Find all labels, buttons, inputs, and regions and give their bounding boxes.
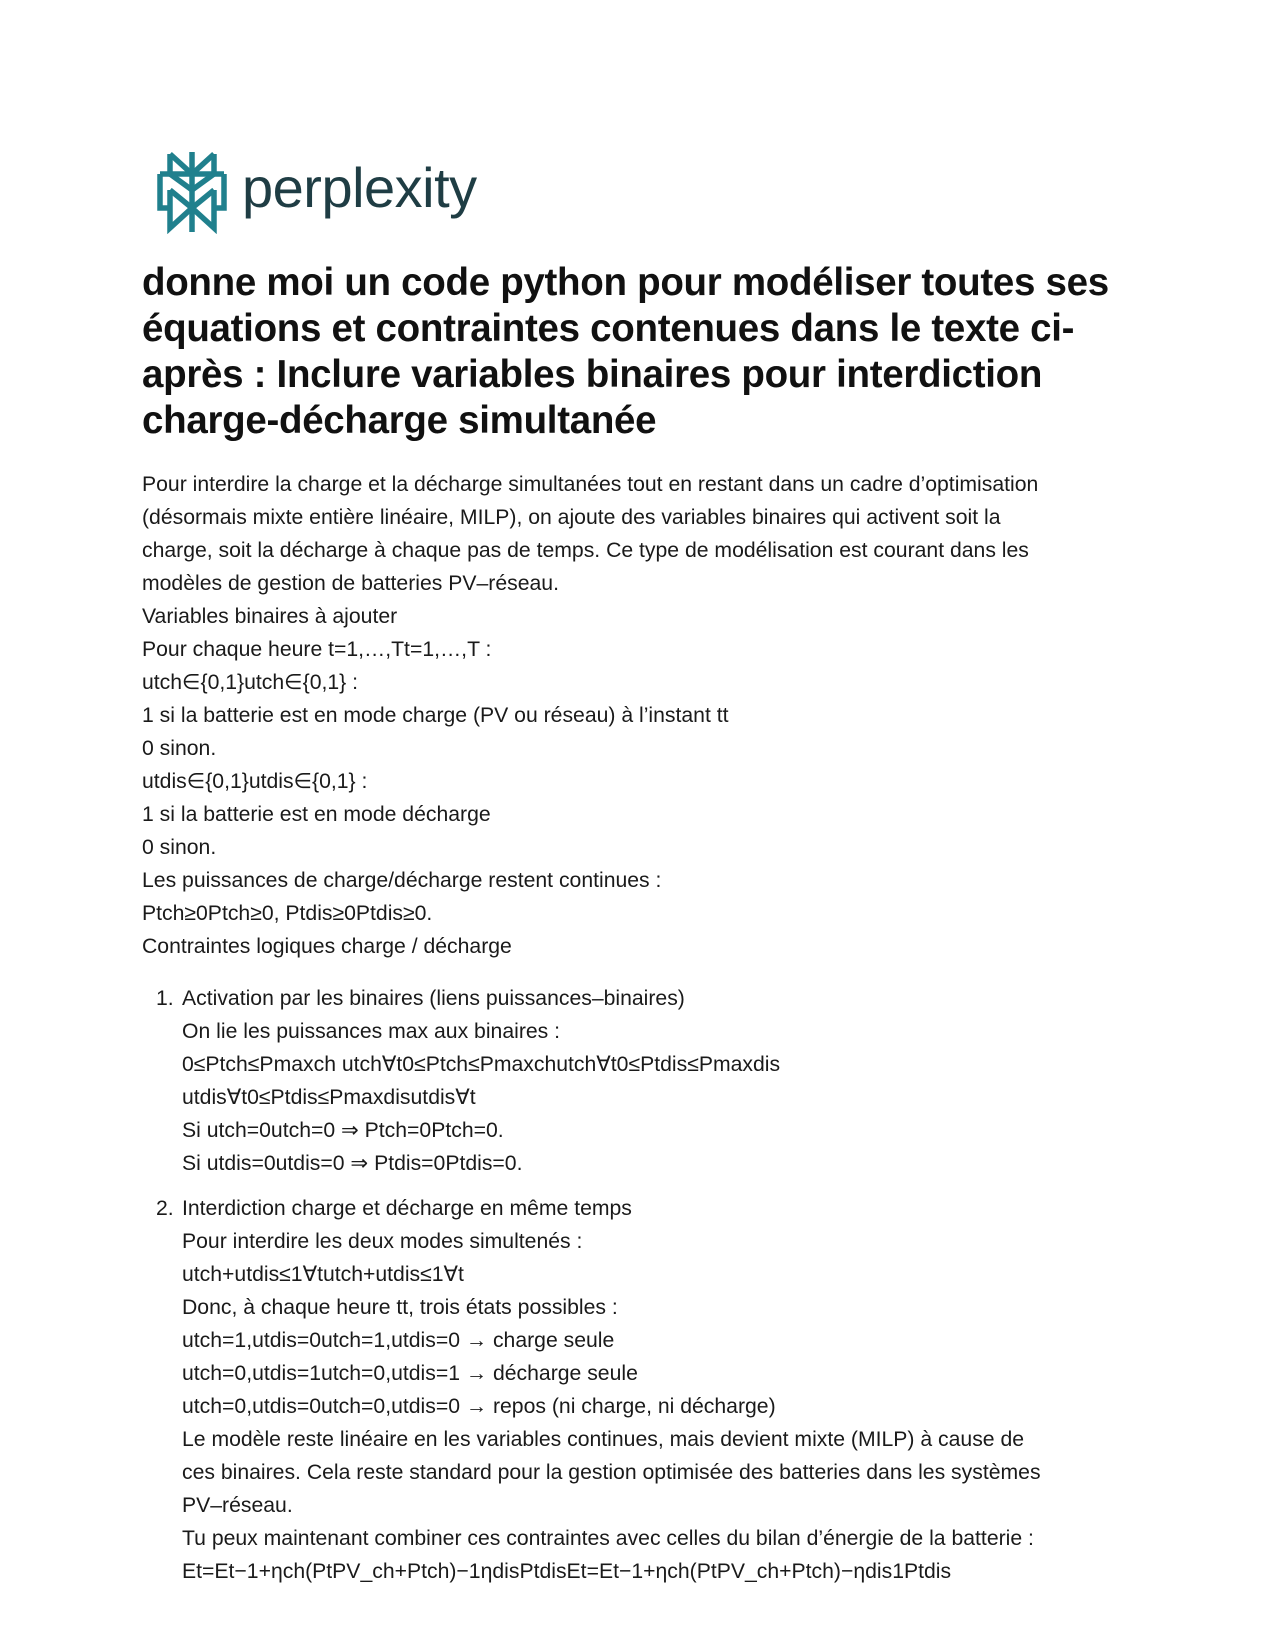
intro-line: modèles de gestion de batteries PV–réseau.: [142, 572, 559, 595]
text-line: utch∈{0,1}utch∈{0,1} :: [142, 671, 358, 694]
list-item-line: On lie les puissances max aux binaires :: [182, 1020, 561, 1043]
intro-line: (désormais mixte entière linéaire, MILP), on ajoute des variables binaires qui activent soit la: [142, 506, 1001, 529]
text-line: 0 sinon.: [142, 836, 217, 859]
list-item-line: Si utch=0utch=0 ⇒ Ptch=0Ptch=0.: [182, 1119, 504, 1142]
text-line: 1 si la batterie est en mode décharge: [142, 803, 491, 826]
list-item-line: ces binaires. Cela reste standard pour la gestion optimisée des batteries dans les systèmes: [182, 1461, 1041, 1484]
text-line: 1 si la batterie est en mode charge (PV ou réseau) à l’instant tt: [142, 704, 729, 727]
list-item-line: utch=0,utdis=0utch=0,utdis=0 → repos (ni charge, ni décharge): [182, 1395, 776, 1418]
intro-paragraph: [142, 468, 1142, 600]
list-item: [142, 1192, 1142, 1588]
brand-logo: [156, 150, 477, 234]
document-body: [142, 468, 1142, 1588]
page-title: donne moi un code python pour modéliser toutes ses équations et contraintes contenues dans le texte ci-après : Inclure variables binaires pour interdiction charge-décharge simultanée: [142, 261, 1109, 442]
section-heading: Variables binaires à ajouter: [142, 605, 398, 628]
list-item-line: utch=0,utdis=1utch=0,utdis=1 → décharge seule: [182, 1362, 638, 1385]
intro-line: Pour interdire la charge et la décharge simultanées tout en restant dans un cadre d’optimisation: [142, 473, 1039, 496]
text-line: Pour chaque heure t=1,…,Tt=1,…,T :: [142, 638, 492, 661]
list-item-line: Et=Et−1+ηch(PtPV_ch+Ptch)−1ηdisPtdisEt=Et−1+ηch(PtPV_ch+Ptch)−ηdis1Ptdis: [182, 1560, 952, 1583]
intro-line: charge, soit la décharge à chaque pas de temps. Ce type de modélisation est courant dans les: [142, 539, 1029, 562]
section-heading: Contraintes logiques charge / décharge: [142, 935, 512, 958]
list-item-line: utdis∀t0≤Ptdis≤Pmaxdisutdis∀t: [182, 1086, 476, 1109]
list-item-line: PV–réseau.: [182, 1494, 293, 1517]
list-item-title: Activation par les binaires (liens puissances–binaires): [182, 987, 685, 1010]
list-item-number: 2.: [156, 1197, 174, 1220]
list-item-line: Pour interdire les deux modes simultenés :: [182, 1230, 583, 1253]
list-item-title: Interdiction charge et décharge en même temps: [182, 1197, 632, 1220]
text-line: Ptch≥0Ptch≥0, Ptdis≥0Ptdis≥0.: [142, 902, 433, 925]
text-line: Les puissances de charge/décharge restent continues :: [142, 869, 662, 892]
text-line: utdis∈{0,1}utdis∈{0,1} :: [142, 770, 368, 793]
list-item-line: utch=1,utdis=0utch=1,utdis=0 → charge seule: [182, 1329, 615, 1352]
list-item-line: utch+utdis≤1∀tutch+utdis≤1∀t: [182, 1263, 464, 1286]
list-item-line: Si utdis=0utdis=0 ⇒ Ptdis=0Ptdis=0.: [182, 1152, 523, 1175]
perplexity-logo-icon: [156, 150, 228, 234]
list-item: [142, 982, 1142, 1180]
list-item-line: Le modèle reste linéaire en les variables continues, mais devient mixte (MILP) à cause de: [182, 1428, 1025, 1451]
constraints-list: [142, 982, 1142, 1588]
list-item-line: Donc, à chaque heure tt, trois états possibles :: [182, 1296, 618, 1319]
binary-variables-section: [142, 600, 1142, 963]
list-item-number: 1.: [156, 987, 174, 1010]
brand-logo-text: perplexity: [242, 156, 477, 219]
list-item-line: 0≤Ptch≤Pmaxch utch∀t0≤Ptch≤Pmaxchutch∀t0≤Ptdis≤Pmaxdis: [182, 1053, 781, 1076]
text-line: 0 sinon.: [142, 737, 217, 760]
list-item-line: Tu peux maintenant combiner ces contraintes avec celles du bilan d’énergie de la batterie :: [182, 1527, 1034, 1550]
